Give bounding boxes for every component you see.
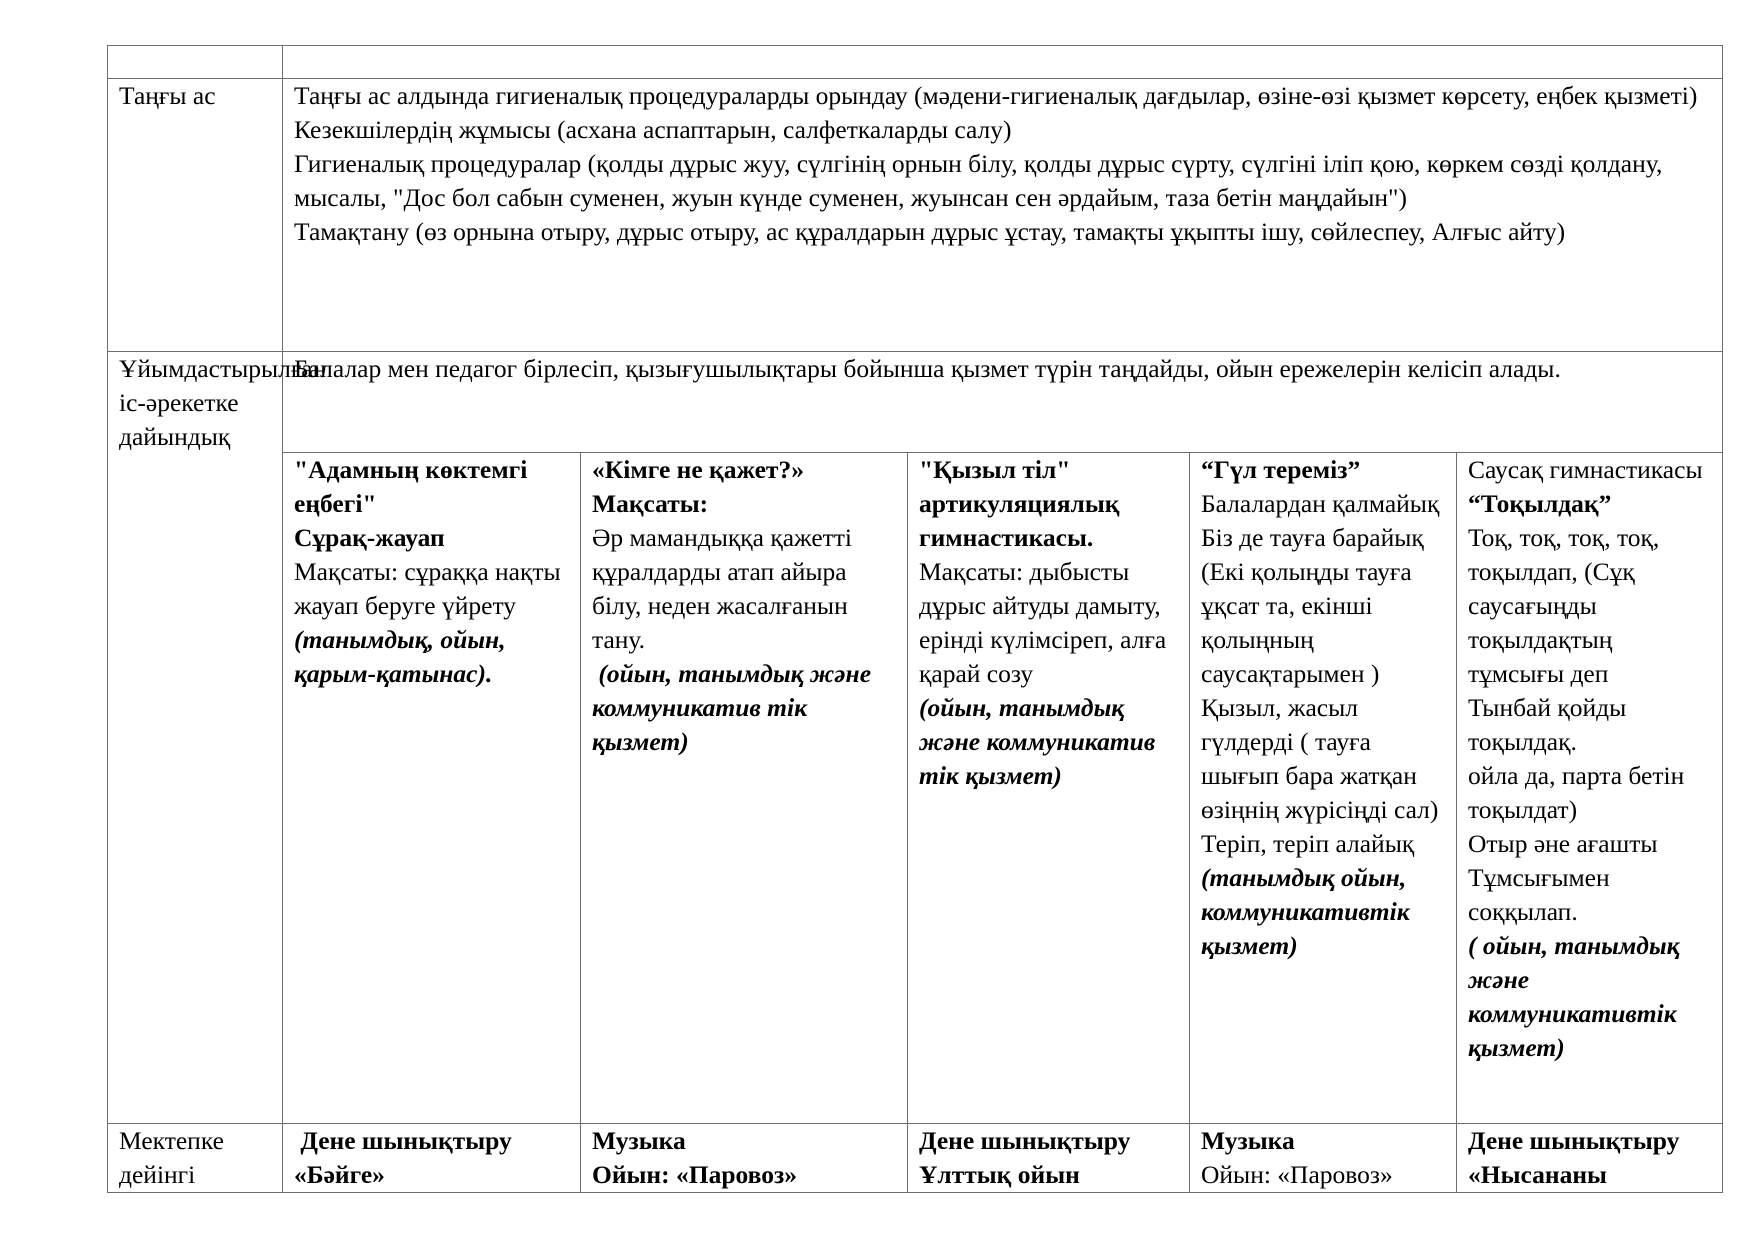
school-activity: Музыка bbox=[592, 1126, 686, 1155]
game-title: “Гүл тереміз” bbox=[1201, 455, 1361, 484]
game-cell-2 bbox=[581, 453, 908, 1124]
game-text: Мақсаты: сұраққа нақты жауап беруге үйрету bbox=[294, 557, 561, 620]
school-row bbox=[108, 1124, 1723, 1193]
game-tags: (танымдық, ойын, қарым-қатынас). bbox=[294, 625, 506, 688]
school-activity: Дене шынықтыру bbox=[1468, 1126, 1680, 1155]
breakfast-line: Гигиеналық процедуралар (қолды дұрыс жуу, сүлгінің орнын білу, қолды дұрыс сүрту, сүлгіні іліп қою, көркем сөзді қолдану, мысалы, "Дос бол сабын суменен, жуын күнде суменен, жуынсан сен әрдайым, таза бетін маңдайын") bbox=[294, 149, 1663, 212]
game-title: “Тоқылдақ” bbox=[1468, 489, 1612, 518]
game-cell-3 bbox=[908, 453, 1190, 1124]
game-tags: (ойын, танымдық және коммуникатив тік қызмет) bbox=[919, 693, 1156, 790]
header-empty-cell bbox=[283, 46, 1723, 79]
game-tags: (танымдық ойын, коммуникативтік қызмет) bbox=[1201, 863, 1410, 960]
school-game: «Бәйге» bbox=[294, 1160, 385, 1189]
school-cell-3 bbox=[908, 1124, 1190, 1193]
school-cell-1 bbox=[283, 1124, 581, 1193]
breakfast-line: Тамақтану (өз орнына отыру, дұрыс отыру, ас құралдарын дұрыс ұстау, тамақты ұқыпты ішу, сөйлеспеу, Алғыс айту) bbox=[294, 217, 1566, 246]
game-tags: (ойын, танымдық және коммуникатив тік қызмет) bbox=[592, 659, 878, 756]
game-text: Әр мамандыққа қажетті құралдарды атап айыра білу, неден жасалғанын тану. bbox=[592, 523, 853, 654]
game-cell-4 bbox=[1190, 453, 1457, 1124]
school-activity: Дене шынықтыру bbox=[294, 1126, 512, 1155]
breakfast-line: Таңғы ас алдында гигиеналық процедураларды орындау (мәдени-гигиеналық дағдылар, өзіне-өзі қызмет көрсету, еңбек қызметі) bbox=[294, 81, 1698, 110]
game-title-prefix: Саусақ гимнастикасы bbox=[1468, 455, 1703, 484]
school-cell-2 bbox=[581, 1124, 908, 1193]
school-cell-4 bbox=[1190, 1124, 1457, 1193]
game-cell-1 bbox=[283, 453, 581, 1124]
header-row bbox=[108, 46, 1723, 79]
breakfast-line: Кезекшілердің жұмысы (асхана аспаптарын, салфеткаларды салу) bbox=[294, 115, 1012, 144]
header-empty-cell bbox=[108, 46, 283, 79]
game-text: Мақсаты: дыбысты дұрыс айтуды дамыту, ерінді күлімсіреп, алға қарай созу bbox=[919, 557, 1167, 688]
game-title: «Кімге не қажет?» bbox=[592, 455, 804, 484]
schedule-table bbox=[107, 45, 1723, 1193]
school-cell-5 bbox=[1457, 1124, 1723, 1193]
prep-games-row bbox=[108, 453, 1723, 1124]
school-activity: Музыка bbox=[1201, 1126, 1295, 1155]
game-text: Балалардан қалмайық Біз де тауға барайық (Екі қолыңды тауға ұқсат та, екінші қолыңның саусақтарымен ) Қызыл, жасыл гүлдерді ( тауға шығып бара жатқан өзіңнің жүрісіңді сал) Теріп, теріп алайық bbox=[1201, 489, 1440, 858]
game-cell-5 bbox=[1457, 453, 1723, 1124]
school-label: Мектепке дейінгі bbox=[108, 1124, 283, 1193]
school-game: Ұлттық ойын bbox=[919, 1160, 1080, 1189]
breakfast-row bbox=[108, 79, 1723, 352]
breakfast-content bbox=[283, 79, 1723, 352]
school-activity: Дене шынықтыру bbox=[919, 1126, 1131, 1155]
school-game: Ойын: «Паровоз» bbox=[1201, 1160, 1393, 1189]
game-subtitle: Мақсаты: bbox=[592, 489, 709, 518]
game-title: "Қызыл тіл" артикуляциялық гимнастикасы. bbox=[919, 455, 1120, 552]
school-game: «Нысананы bbox=[1468, 1160, 1607, 1189]
game-title: "Адамның көктемгі еңбегі" bbox=[294, 455, 528, 518]
school-game: Ойын: «Паровоз» bbox=[592, 1160, 797, 1189]
prep-label: Ұйымдастырылған іс-әрекетке дайындық bbox=[108, 352, 283, 1124]
game-tags: ( ойын, танымдық және коммуникативтік қызмет) bbox=[1468, 931, 1680, 1062]
breakfast-label: Таңғы ас bbox=[108, 79, 283, 352]
prep-intro: Балалар мен педагог бірлесіп, қызығушылықтары бойынша қызмет түрін таңдайды, ойын ережелерін келісіп алады. bbox=[283, 352, 1723, 453]
game-subtitle: Сұрақ-жауап bbox=[294, 523, 445, 552]
prep-intro-row bbox=[108, 352, 1723, 453]
game-text: Тоқ, тоқ, тоқ, тоқ, тоқылдап, (Сұқ саусағыңды тоқылдақтың тұмсығы деп Тынбай қойды тоқылдақ. ойла да, парта бетін тоқылдат) Отыр әне ағашты Тұмсығымен соққылап. bbox=[1468, 523, 1685, 926]
